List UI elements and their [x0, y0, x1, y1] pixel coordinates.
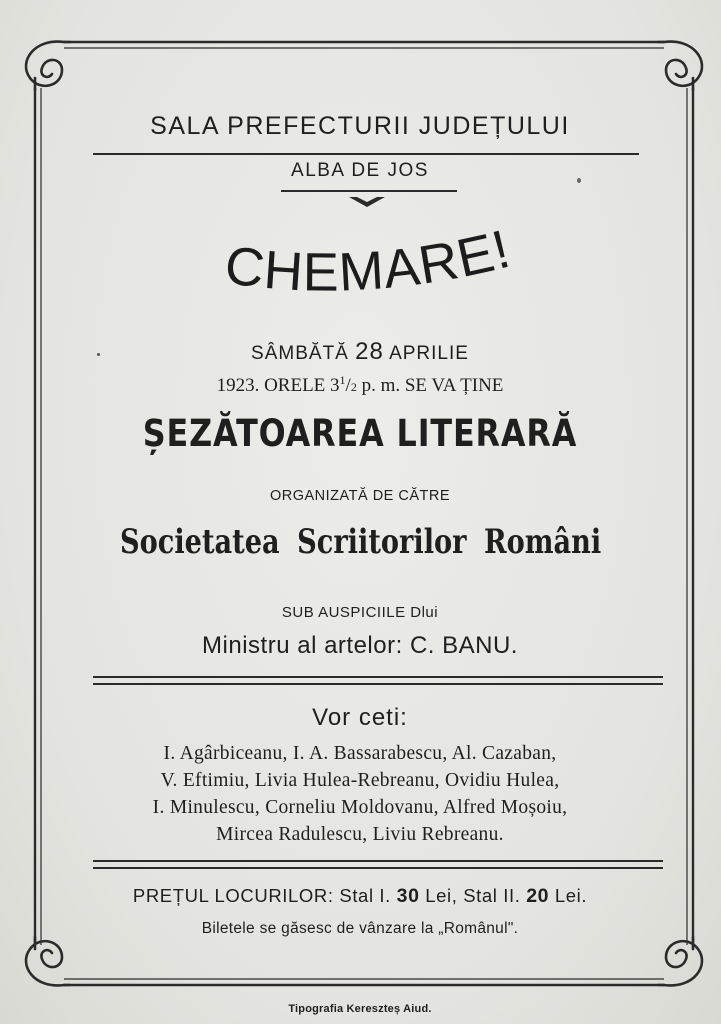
corner-ornament-bottom-right [658, 937, 702, 985]
time-year-hour: 1923. ORELE 3 [216, 375, 340, 396]
event-date [60, 338, 660, 366]
date-day: 28 [355, 338, 384, 365]
prices-label: PREȚUL LOCURILOR: [132, 885, 334, 906]
stall2-unit: Lei. [549, 885, 588, 906]
headline [60, 218, 660, 308]
society-name: Societatea Scriitorilor Români [120, 522, 602, 562]
ticket-prices [60, 885, 660, 908]
venue-heading: SALA PREFECTURII JUDEȚULUI [150, 112, 570, 140]
section-divider [93, 676, 663, 685]
svg-text:CHEMARE! [222, 219, 517, 303]
readers-line: I. Minulescu, Corneliu Moldovanu, Alfred Moșoiu, [152, 797, 568, 818]
headline-text: CHEMARE! [221, 218, 517, 303]
stall1-unit: Lei, [419, 885, 464, 906]
stall2-label: Stal II. [463, 885, 527, 906]
minister-line: Ministru al artelor: C. BANU. [202, 632, 518, 659]
arrow-ornament-icon [347, 195, 387, 209]
date-month: APRILIE [389, 343, 469, 364]
tickets-info: Biletele se găsesc de vânzare la „Românul". [201, 920, 519, 937]
printer-credit: Tipografia Kereszteș Aiud. [288, 1003, 432, 1015]
stall1-price: 30 [396, 885, 420, 907]
event-title: ȘEZĂTOAREA LITERARĂ [142, 412, 578, 455]
stall2-price: 20 [526, 885, 550, 907]
readers-heading: Vor ceti: [312, 704, 408, 731]
readers-line: Mircea Radulescu, Liviu Rebreanu. [216, 824, 504, 845]
county-heading: ALBA DE JOS [291, 160, 429, 181]
organized-by: ORGANIZATĂ DE CĂTRE [269, 488, 451, 504]
section-divider [93, 860, 663, 869]
readers-line: V. Eftimiu, Livia Hulea-Rebreanu, Ovidiu Hulea, [160, 770, 560, 791]
event-time [60, 373, 660, 397]
corner-ornament-top-left [26, 42, 70, 90]
time-fraction-num: 1 [339, 373, 346, 387]
stall1-label: Stal I. [333, 885, 397, 906]
time-suffix: p. m. SE VA ȚINE [356, 375, 504, 396]
time-fraction-den: 2 [350, 380, 357, 394]
venue-underline [93, 153, 639, 155]
time-fraction-sep: / [345, 375, 351, 396]
readers-line: I. Agârbiceanu, I. A. Bassarabescu, Al. Cazaban, [163, 743, 557, 764]
auspices-line: SUB AUSPICIILE Dlui [281, 604, 439, 621]
corner-ornament-bottom-left [26, 937, 70, 985]
county-underline [281, 190, 457, 192]
date-weekday: SÂMBĂTĂ [251, 343, 349, 364]
corner-ornament-top-right [658, 42, 702, 90]
